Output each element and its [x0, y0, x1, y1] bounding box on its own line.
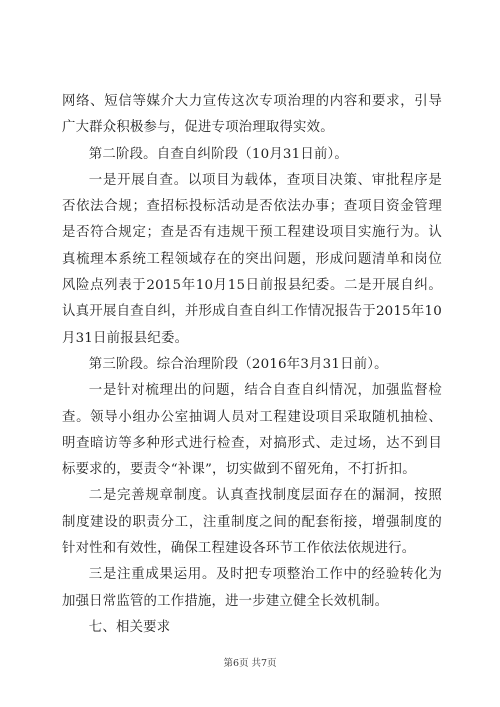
paragraph-supervision: 一是针对梳理出的问题，结合自查自纠情况，加强监督检查。领导小组办公室抽调人员对工程建设项目采取随机抽检、明查暗访等多种形式进行检查，对搞形式、走过场，达不到目标要求的，要责令“补课”，切实做到不留死角，不打折扣。: [62, 383, 442, 478]
paragraph-self-inspection: 一是开展自查。以项目为载体，查项目决策、审批程序是否依法合规；查招标投标活动是否依法办事；查项目资金管理是否符合规定；查是否有违规干预工程建设项目实施行为。认真梳理本系统工程领域存在的突出问题，形成问题清单和岗位风险点列表于2015年10月15日前报县纪委。二是开展自纠。认真开展自查自纠，并形成自查自纠工作情况报告于2015年10月31日前报县纪委。: [62, 172, 442, 346]
document-body: [62, 89, 442, 641]
heading-stage-three: 第三阶段。综合治理阶段（2016年3月31日前）。: [88, 356, 388, 372]
page-footer: 第6页 共7页: [223, 658, 277, 669]
paragraph-continuation: 网络、短信等媒介大力宣传这次专项治理的内容和要求，引导广大群众积极参与，促进专项治理取得实效。: [62, 94, 442, 136]
heading-section-seven: 七、相关要求: [88, 619, 171, 635]
heading-stage-two: 第二阶段。自查自纠阶段（10月31日前）。: [88, 146, 349, 162]
paragraph-regulations: 二是完善规章制度。认真查找制度层面存在的漏洞，按照制度建设的职责分工，注重制度之间的配套衔接，增强制度的针对性和有效性，确保工程建设各环节工作依法依规进行。: [62, 488, 442, 557]
paragraph-results: 三是注重成果运用。及时把专项整治工作中的经验转化为加强日常监管的工作措施，进一步建立健全长效机制。: [62, 567, 442, 609]
